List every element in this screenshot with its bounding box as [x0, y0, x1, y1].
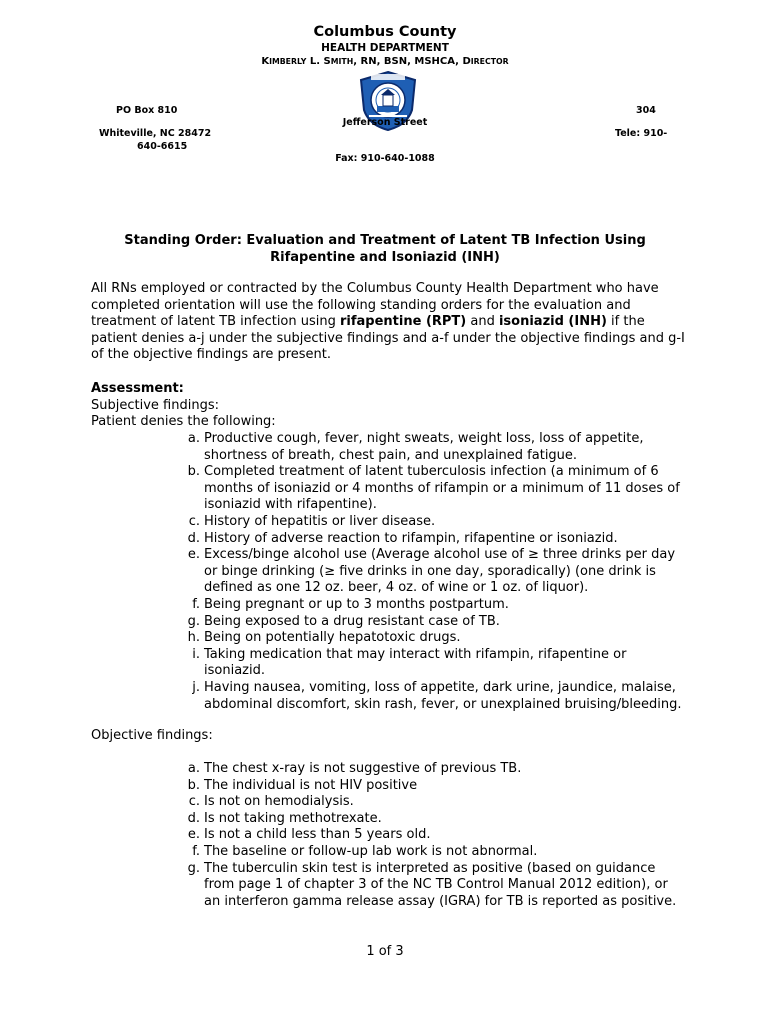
list-item-marker: d.	[187, 530, 200, 546]
list-item-marker: g.	[187, 860, 200, 876]
assessment-heading: Assessment:	[91, 381, 184, 396]
list-item	[182, 827, 682, 844]
list-item	[182, 647, 682, 680]
list-item	[182, 761, 682, 778]
list-item-text: History of hepatitis or liver disease.	[204, 513, 436, 529]
fax-number: Fax: 910-640-1088	[335, 153, 435, 164]
objective-label: Objective findings:	[91, 728, 213, 743]
list-item-marker: j.	[192, 679, 200, 695]
list-item-marker: f.	[192, 596, 200, 612]
list-item	[182, 680, 682, 713]
po-box: PO Box 810	[116, 105, 178, 116]
list-item-marker: c.	[188, 794, 200, 810]
list-item	[182, 547, 682, 597]
list-item-text: The individual is not HIV positive	[204, 777, 418, 793]
list-item-text: History of adverse reaction to rifampin, rifapentine or isoniazid.	[204, 530, 618, 546]
subjective-findings-list	[182, 431, 682, 713]
county-name: Columbus County	[313, 24, 457, 40]
list-item	[182, 630, 682, 647]
street-number: 304	[636, 105, 656, 116]
director-line: KIMBERLY L. SMITH, RN, BSN, MSHCA, DIRECTOR	[261, 56, 509, 67]
list-item-text: Being exposed to a drug resistant case of TB.	[204, 613, 500, 629]
list-item-marker: c.	[188, 513, 200, 529]
list-item-text: The chest x-ray is not suggestive of previous TB.	[204, 761, 522, 776]
list-item-text: Completed treatment of latent tuberculosis infection (a minimum of 6 months of isoniazid or 4 months of rifampin or a minimum of 11 doses of isoniazid with rifapentine).	[204, 464, 680, 513]
list-item	[182, 514, 682, 531]
list-item-text: Productive cough, fever, night sweats, weight loss, loss of appetite, shortness of breath, chest pain, and unexplained fatigue.	[204, 431, 644, 463]
list-item	[182, 778, 682, 795]
list-item	[182, 597, 682, 614]
list-item	[182, 431, 682, 464]
list-item	[182, 844, 682, 861]
list-item	[182, 614, 682, 631]
list-item-text: The baseline or follow-up lab work is not abnormal.	[204, 843, 538, 859]
list-item-text: Taking medication that may interact with rifampin, rifapentine or isoniazid.	[204, 646, 627, 679]
list-item-text: Being pregnant or up to 3 months postpartum.	[204, 596, 509, 612]
phone-continuation: 640-6615	[137, 141, 188, 152]
list-item-marker: a.	[187, 761, 200, 776]
subjective-label: Subjective findings:	[91, 397, 219, 413]
list-item-marker: a.	[187, 431, 200, 446]
list-item-text: Having nausea, vomiting, loss of appetite, dark urine, jaundice, malaise, abdominal discomfort, skin rash, fever, or unexplained bruising/bleeding.	[204, 679, 682, 712]
list-item-marker: b.	[187, 777, 200, 793]
list-item-marker: g.	[187, 613, 200, 629]
list-item-marker: h.	[187, 630, 200, 646]
list-item-text: Is not on hemodialysis.	[204, 794, 354, 810]
department-name: HEALTH DEPARTMENT	[321, 42, 449, 54]
list-item	[182, 794, 682, 811]
objective-findings-list	[182, 761, 682, 910]
list-item-text: Excess/binge alcohol use (Average alcohol use of ≥ three drinks per day or binge drinking (≥ five drinks in one day, sporadically) (one drink is defined as one 12 oz. beer, 4 oz. of wine or 1 oz. of liquor).	[204, 547, 676, 596]
list-item-text: The tuberculin skin test is interpreted as positive (based on guidance from page 1 of chapter 3 of the NC TB Control Manual 2012 edition), or an interferon gamma release assay (IGRA) for TB is reported as positive.	[204, 860, 677, 909]
list-item-text: Is not taking methotrexate.	[204, 810, 382, 826]
street-name: Jefferson Street	[342, 117, 428, 128]
list-item-text: Is not a child less than 5 years old.	[204, 827, 431, 843]
assessment-section	[91, 381, 691, 431]
list-item	[182, 531, 682, 548]
denies-label: Patient denies the following:	[91, 414, 276, 430]
list-item-marker: f.	[192, 843, 200, 859]
list-item-marker: d.	[187, 810, 200, 826]
document-title: Standing Order: Evaluation and Treatment of Latent TB Infection Using Rifapentine and Isoniazid (INH)	[124, 233, 646, 265]
list-item	[182, 811, 682, 828]
city-state-zip: Whiteville, NC 28472	[99, 128, 212, 139]
intro-paragraph: All RNs employed or contracted by the Columbus County Health Department who have completed orientation will use the following standing orders for the evaluation and treatment of latent TB infection using rifapentine (RPT) and isoniazid (INH) if the patient denies a-j under the subjective findings and a-f under the objective findings and g-I of the objective findings are present.	[91, 281, 685, 363]
page-number: 1 of 3	[366, 944, 404, 959]
list-item-text: Being on potentially hepatotoxic drugs.	[204, 630, 461, 646]
telephone: Tele: 910-	[615, 128, 668, 139]
list-item-marker: e.	[187, 827, 200, 843]
list-item	[182, 464, 682, 514]
list-item-marker: e.	[187, 547, 200, 563]
list-item	[182, 861, 682, 911]
list-item-marker: i.	[192, 646, 200, 662]
list-item-marker: b.	[187, 464, 200, 480]
